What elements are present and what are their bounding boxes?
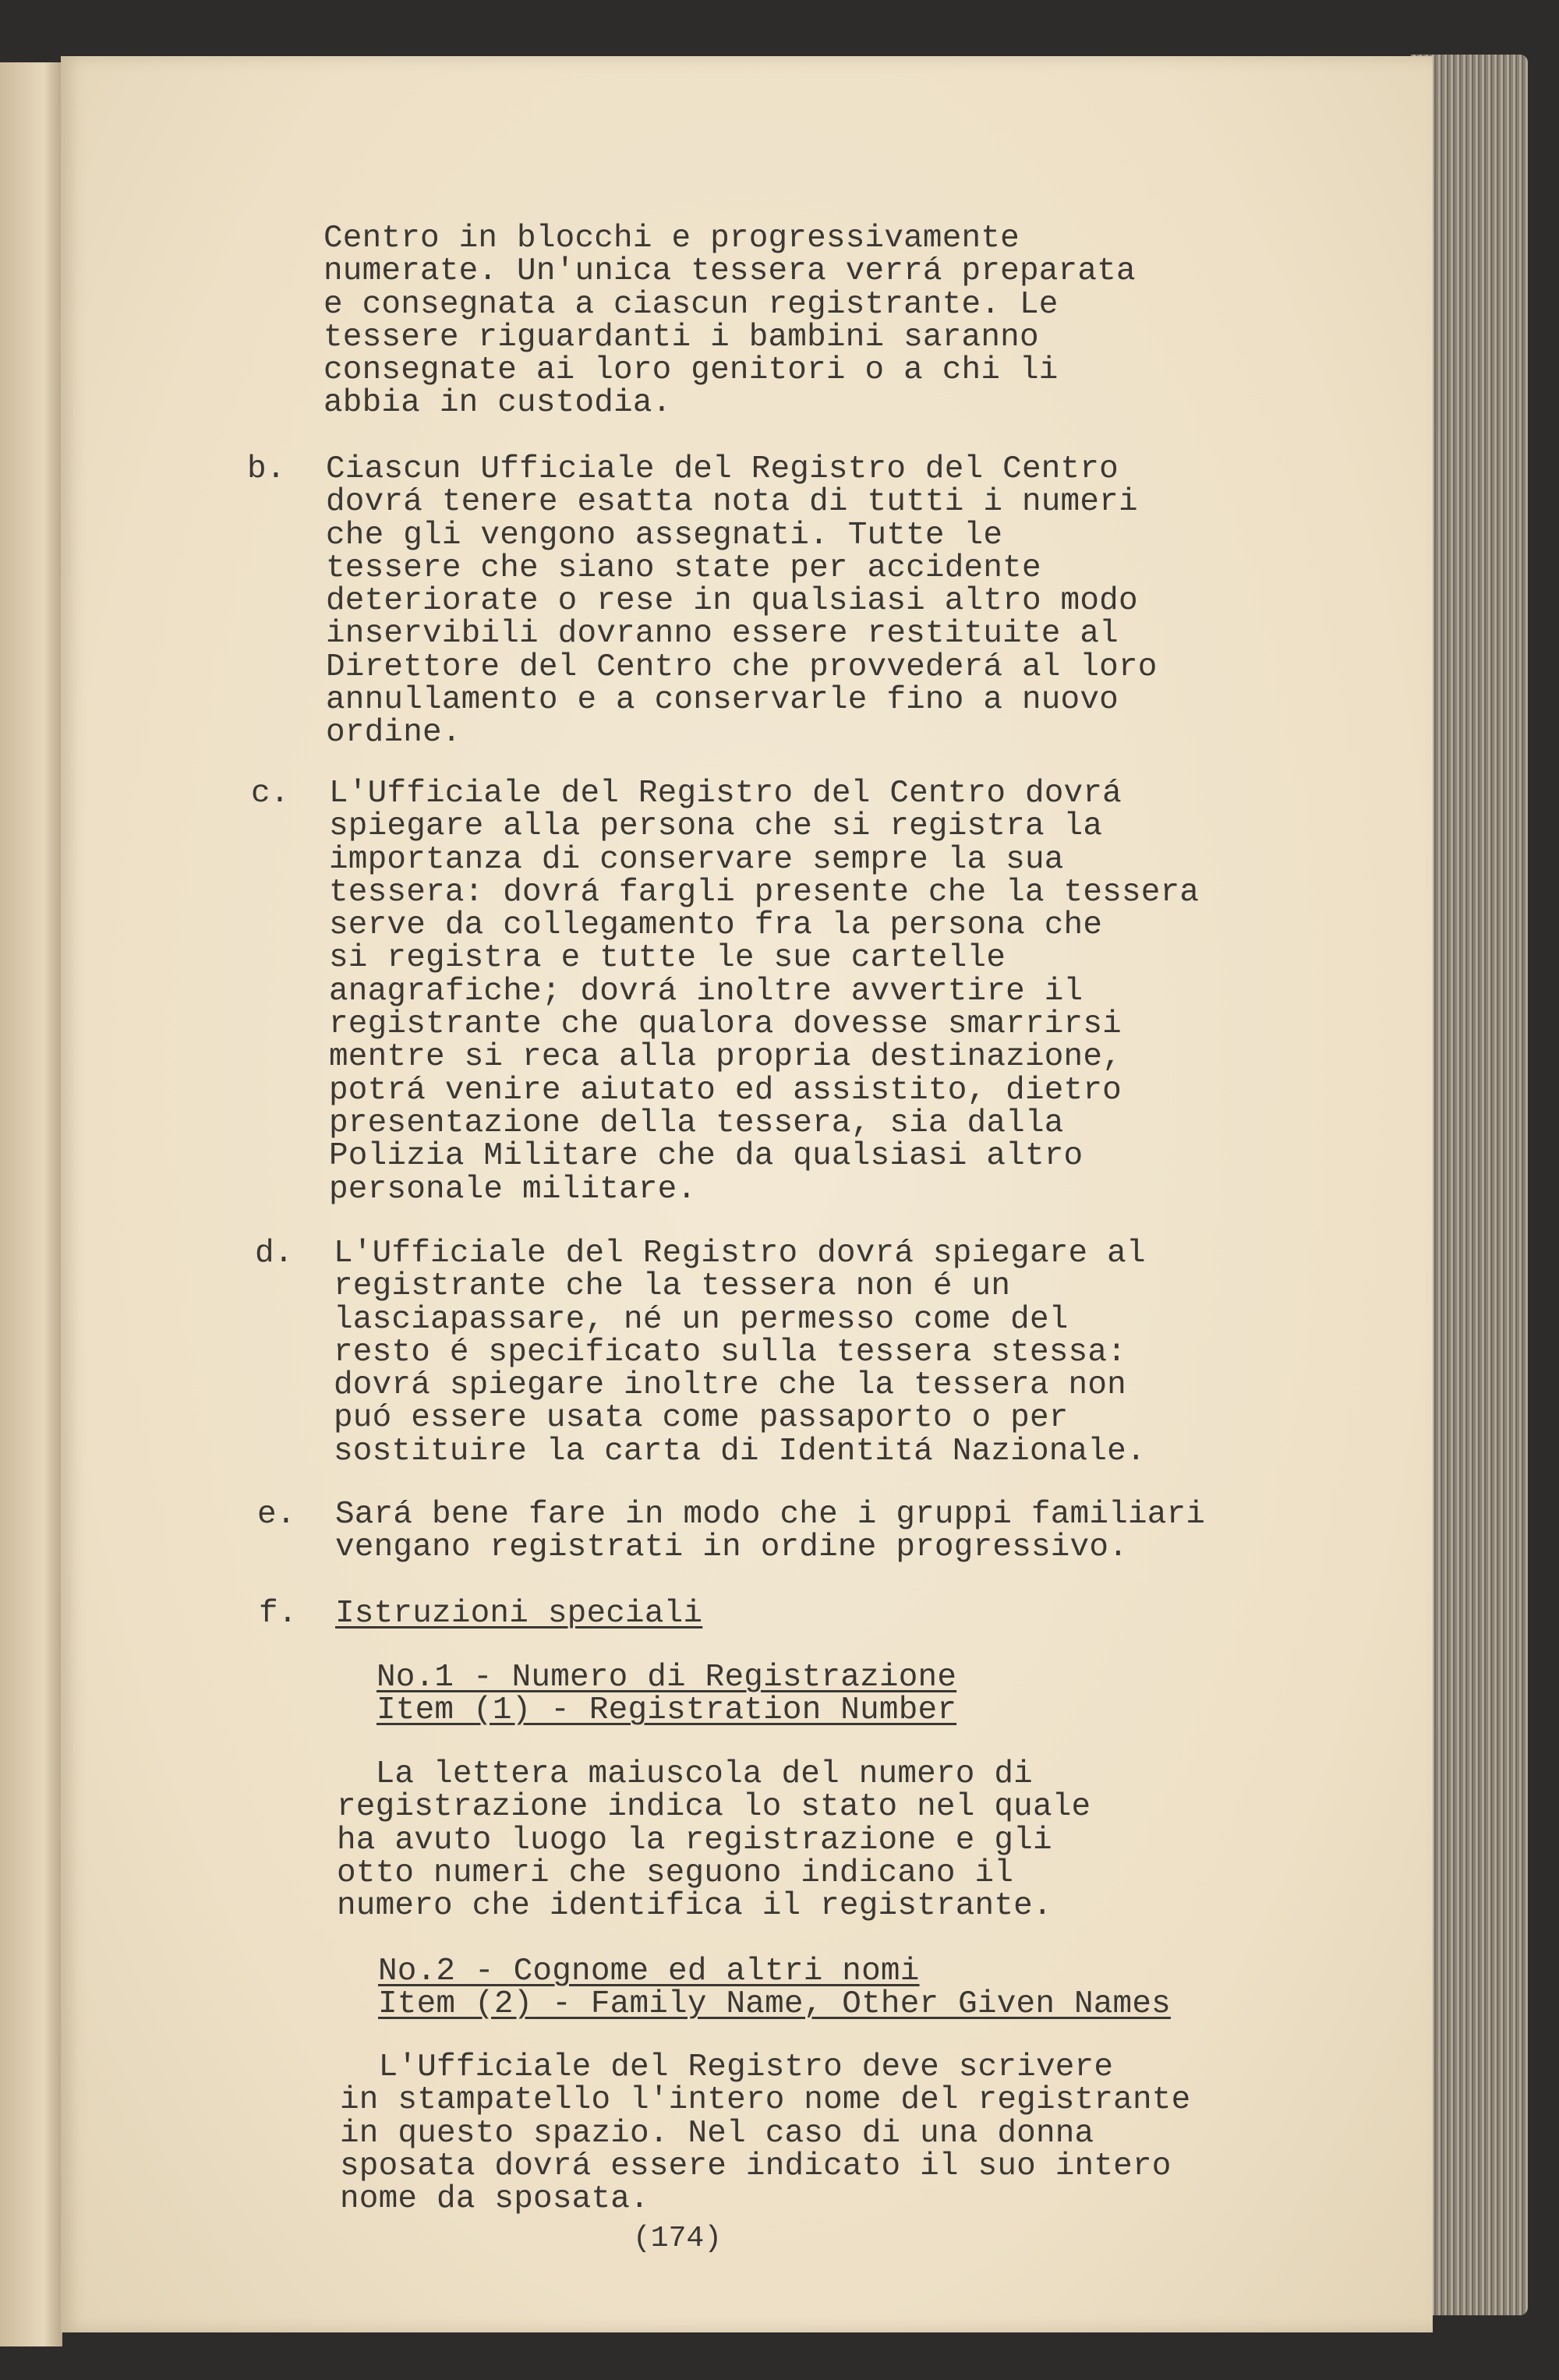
text-line: numerate. Un'unica tessera verrá preparata [323, 253, 1136, 290]
text-line: importanza di conservare sempre la sua [329, 841, 1064, 878]
text-line: abbia in custodia. [323, 385, 672, 422]
item2-heading [378, 1955, 1171, 2021]
item-label-d: d. [255, 1236, 294, 1271]
text-line: che gli vengono assegnati. Tutte le [326, 517, 1003, 553]
text-line: consegnate ai loro genitori o a chi li [323, 352, 1059, 389]
paragraph-c [329, 777, 1199, 1206]
text-line: registrante che la tessera non é un [334, 1268, 1011, 1305]
text-line: personale militare. [329, 1171, 697, 1208]
text-line: resto é specificato sulla tessera stessa: [334, 1334, 1126, 1370]
text-line: otto numeri che seguono indicano il [337, 1855, 1014, 1891]
text-line: Sará bene fare in modo che i gruppi familiari [335, 1497, 1206, 1533]
text-line: dovrá tenere esatta nota di tutti i numeri [326, 484, 1138, 521]
item-label-f: f. [259, 1596, 298, 1632]
text-line: serve da collegamento fra la persona che [329, 907, 1103, 944]
text-line: Item (2) - Family Name, Other Given Names [378, 1986, 1171, 2023]
item-label-c: c. [251, 776, 290, 812]
text-line: No.2 - Cognome ed altri nomi [378, 1954, 920, 1989]
text-line: puó essere usata come passaporto o per [334, 1400, 1069, 1437]
text-line: tessere che siano state per accidente [326, 550, 1041, 586]
text-line: L'Ufficiale del Registro del Centro dovrá [329, 776, 1122, 812]
text-line: si registra e tutte le sue cartelle [329, 940, 1006, 977]
text-line: L'Ufficiale del Registro deve scrivere [340, 2049, 1114, 2085]
text-line: numero che identifica il registrante. [337, 1888, 1052, 1925]
adjacent-page-edge [0, 62, 62, 2346]
text-line: La lettera maiuscola del numero di [337, 1756, 1033, 1792]
text-line: registrante che qualora dovesse smarrirsi [329, 1006, 1122, 1043]
text-line: ordine. [326, 715, 461, 751]
text-line: dovrá spiegare inoltre che la tessera non [334, 1367, 1126, 1404]
text-line: vengano registrati in ordine progressivo. [335, 1529, 1128, 1566]
text-line: annullamento e a conservarle fino a nuovo [326, 682, 1119, 719]
text-line: presentazione della tessera, sia dalla [329, 1105, 1064, 1141]
text-line: e consegnata a ciascun registrante. Le [323, 286, 1059, 323]
text-line: lasciapassare, né un permesso come del [334, 1301, 1069, 1338]
text-line: in stampatello l'intero nome del registrante [340, 2082, 1191, 2119]
section-heading-special-instructions: Istruzioni speciali [335, 1596, 703, 1632]
text-line: in questo spazio. Nel caso di una donna [340, 2115, 1094, 2152]
text-line: sostituire la carta di Identitá Nazionale. [334, 1433, 1146, 1469]
text-line: Item (1) - Registration Number [376, 1692, 957, 1729]
text-line: No.1 - Numero di Registrazione [376, 1660, 957, 1696]
text-line: anagrafiche; dovrá inoltre avvertire il [329, 973, 1084, 1010]
text-line: registrazione indica lo stato nel quale [337, 1789, 1091, 1826]
item1-paragraph [337, 1756, 1091, 1925]
text-line: L'Ufficiale del Registro dovrá spiegare al [334, 1236, 1146, 1271]
item2-paragraph [340, 2051, 1190, 2216]
paragraph-e [335, 1498, 1205, 1565]
text-line: potrá venire aiutato ed assistito, dietro [329, 1072, 1122, 1109]
text-line: Centro in blocchi e progressivamente [323, 221, 1020, 256]
text-line: Ciascun Ufficiale del Registro del Centro [326, 451, 1119, 487]
text-line: mentre si reca alla propria destinazione, [329, 1039, 1122, 1076]
paragraph-a-continued [323, 222, 1136, 420]
item-label-e: e. [257, 1497, 296, 1533]
text-line: nome da sposata. [340, 2181, 649, 2218]
text-line: sposata dovrá essere indicato il suo intero [340, 2148, 1172, 2184]
text-line: spiegare alla persona che si registra la [329, 808, 1103, 845]
page-number: (174) [633, 2222, 723, 2255]
text-line: tessere riguardanti i bambini saranno [323, 319, 1039, 355]
text-line: deteriorate o rese in qualsiasi altro modo [326, 583, 1138, 620]
paragraph-b [326, 453, 1158, 750]
item1-heading [376, 1661, 956, 1728]
paragraph-d [334, 1237, 1146, 1468]
text-line: inservibili dovranno essere restituite al [326, 616, 1119, 652]
text-line: tessera: dovrá fargli presente che la tessera [329, 874, 1200, 911]
text-line: Direttore del Centro che provvederá al loro [326, 649, 1158, 685]
item-label-b: b. [247, 451, 286, 487]
text-line: ha avuto luogo la registrazione e gli [337, 1822, 1052, 1858]
text-line: Polizia Militare che da qualsiasi altro [329, 1138, 1084, 1175]
